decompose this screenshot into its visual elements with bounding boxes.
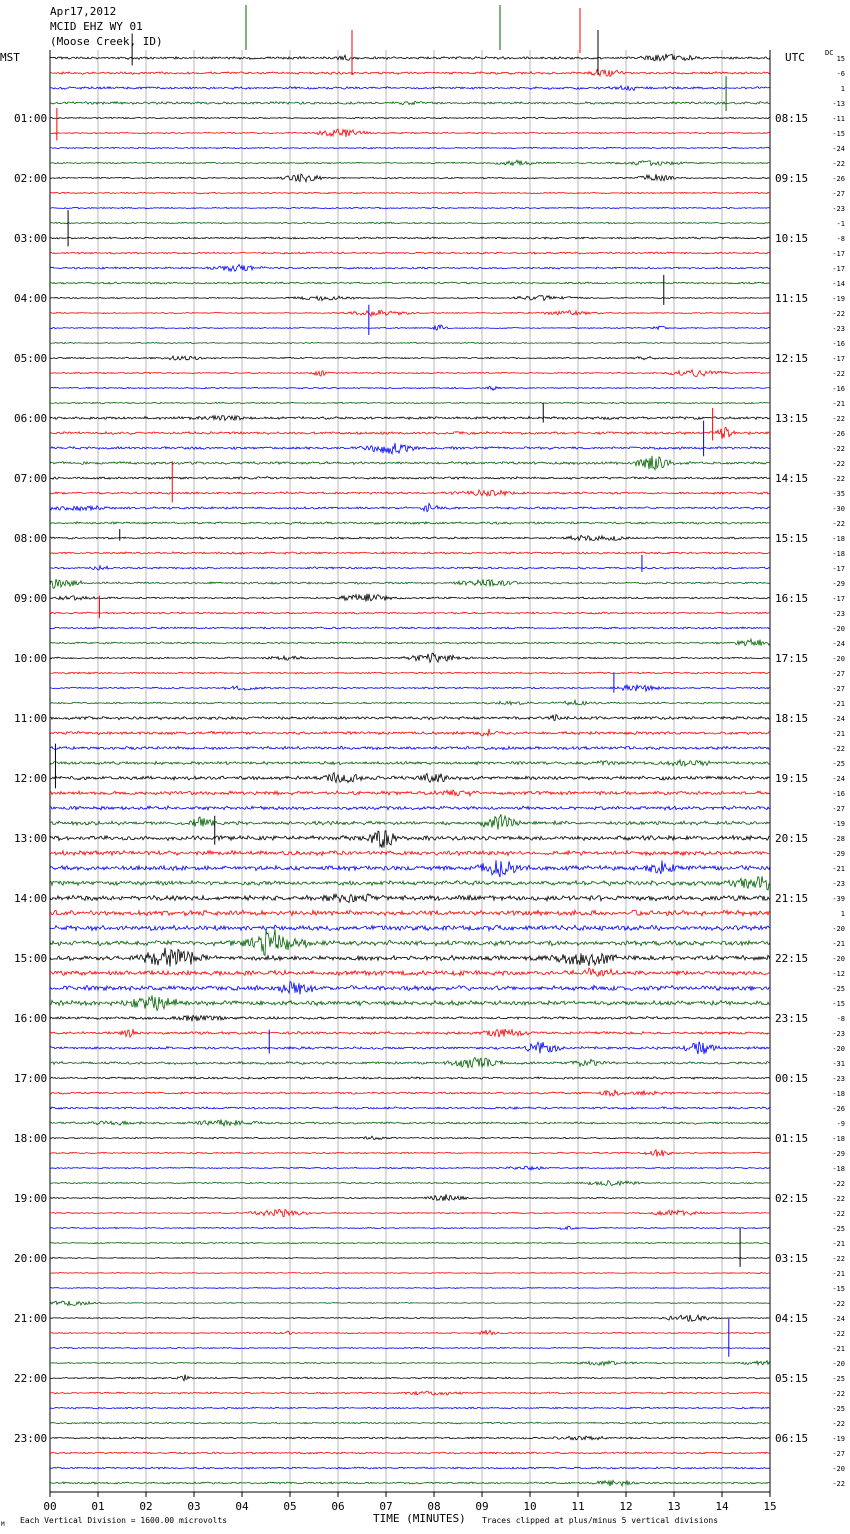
dc-offset-label: -14 (832, 280, 845, 288)
trace-row (50, 579, 770, 588)
trace-row (50, 174, 770, 182)
dc-offset-label: -17 (832, 355, 845, 363)
dc-offset-label: -26 (832, 175, 845, 183)
trace-row (50, 594, 770, 602)
trace-row (50, 207, 770, 209)
dc-offset-label: -22 (832, 1390, 845, 1398)
trace-row (50, 773, 770, 783)
dc-offset-label: -28 (832, 835, 845, 843)
right-hour-label: 23:15 (775, 1012, 809, 1025)
trace-row (50, 715, 770, 721)
right-hour-label: 22:15 (775, 952, 809, 965)
dc-offset-label: -19 (832, 820, 845, 828)
trace-row (50, 1347, 770, 1348)
dc-offset-label: -22 (832, 370, 845, 378)
trace-row (50, 790, 770, 796)
dc-offset-label: -22 (832, 160, 845, 168)
dc-offset-label: -23 (832, 205, 845, 213)
left-hour-label: 23:00 (14, 1432, 48, 1445)
dc-offset-label: -22 (832, 1420, 845, 1428)
left-hour-label: 11:00 (14, 712, 48, 725)
left-hour-label: 14:00 (14, 892, 48, 905)
trace-row (50, 831, 770, 848)
trace-row (50, 1436, 770, 1440)
right-hour-label: 04:15 (775, 1312, 809, 1325)
dc-offset-label: -21 (832, 400, 845, 408)
dc-offset-label: -27 (832, 805, 845, 813)
dc-offset-label: -27 (832, 1450, 845, 1458)
left-hour-label: 15:00 (14, 952, 48, 965)
trace-row (50, 1375, 770, 1381)
right-hour-label: 11:15 (775, 292, 809, 305)
trace-row (50, 386, 770, 390)
trace-row (50, 925, 770, 931)
left-hour-label: 16:00 (14, 1012, 48, 1025)
dc-offset-labels (832, 55, 845, 1488)
dc-offset-label: -16 (832, 385, 845, 393)
trace-row (50, 700, 770, 705)
dc-offset-label: -1 (836, 220, 845, 228)
dc-offset-label: -25 (832, 1375, 845, 1383)
dc-offset-label: -15 (832, 130, 845, 138)
left-hour-label: 22:00 (14, 1372, 48, 1385)
trace-row (50, 1257, 770, 1258)
trace-row (50, 237, 770, 239)
dc-offset-label: -21 (832, 1270, 845, 1278)
x-tick-label: 09 (475, 1500, 489, 1513)
trace-row (50, 522, 770, 525)
dc-offset-label: -35 (832, 490, 845, 498)
trace-row (50, 685, 770, 692)
trace-row (50, 1391, 770, 1395)
trace-row (50, 1330, 770, 1335)
dc-offset-label: -20 (832, 1045, 845, 1053)
trace-row (50, 1361, 770, 1366)
trace-row (50, 192, 770, 194)
dc-offset-label: -17 (832, 250, 845, 258)
right-hour-label: 16:15 (775, 592, 809, 605)
dc-offset-label: -9 (836, 1120, 845, 1128)
dc-offset-label: -16 (832, 790, 845, 798)
dc-label: DC (825, 49, 834, 57)
trace-row (50, 503, 770, 511)
dc-offset-label: -15 (832, 1285, 845, 1293)
dc-offset-label: -20 (832, 655, 845, 663)
trace-row (50, 850, 770, 855)
trace-row (50, 264, 770, 271)
dc-offset-label: -21 (832, 1240, 845, 1248)
left-hour-label: 07:00 (14, 472, 48, 485)
dc-offset-label: -25 (832, 760, 845, 768)
trace-row (50, 342, 770, 343)
dc-offset-label: -18 (832, 1135, 845, 1143)
left-hour-label: 03:00 (14, 232, 48, 245)
trace-row (50, 612, 770, 614)
trace-row (50, 929, 770, 955)
left-timezone-label: MST (0, 51, 20, 64)
trace-row (50, 101, 770, 104)
left-hour-label: 10:00 (14, 652, 48, 665)
dc-offset-label: -19 (832, 295, 845, 303)
dc-offset-label: -27 (832, 670, 845, 678)
trace-row (50, 70, 770, 77)
x-tick-label: 03 (187, 1500, 201, 1513)
trace-row (50, 54, 770, 61)
dc-offset-label: -13 (832, 100, 845, 108)
trace-row (50, 1042, 770, 1055)
left-hour-label: 08:00 (14, 532, 48, 545)
trace-row (50, 995, 770, 1010)
trace-row (50, 252, 770, 254)
dc-offset-label: -24 (832, 775, 845, 783)
dc-offset-label: -24 (832, 145, 845, 153)
left-hour-label: 06:00 (14, 412, 48, 425)
right-hour-label: 01:15 (775, 1132, 809, 1145)
left-hour-label: 12:00 (14, 772, 48, 785)
trace-row (50, 160, 770, 165)
trace-row (50, 968, 770, 976)
x-tick-label: 01 (91, 1500, 105, 1513)
dc-offset-label: -18 (832, 550, 845, 558)
right-hour-label: 13:15 (775, 412, 809, 425)
left-hour-label: 13:00 (14, 832, 48, 845)
left-hour-label: 04:00 (14, 292, 48, 305)
left-hour-label: 05:00 (14, 352, 48, 365)
left-hour-label: 17:00 (14, 1072, 48, 1085)
trace-row (50, 1150, 770, 1157)
dc-offset-label: -23 (832, 325, 845, 333)
x-tick-label: 00 (43, 1500, 57, 1513)
trace-row (50, 370, 770, 377)
x-tick-label: 11 (571, 1500, 585, 1513)
dc-offset-label: -20 (832, 1360, 845, 1368)
dc-offset-label: -26 (832, 430, 845, 438)
dc-offset-label: -19 (832, 1435, 845, 1443)
trace-row (50, 1166, 770, 1170)
trace-row (50, 282, 770, 284)
dc-offset-label: -22 (832, 1300, 845, 1308)
dc-offset-label: -22 (832, 1255, 845, 1263)
dc-offset-label: -17 (832, 265, 845, 273)
minute-grid (50, 50, 770, 1492)
dc-offset-label: -22 (832, 475, 845, 483)
left-hour-label: 02:00 (14, 172, 48, 185)
dc-offset-label: -20 (832, 955, 845, 963)
trace-row (50, 876, 770, 890)
right-timezone-label: UTC (785, 51, 805, 64)
trace-row (50, 1467, 770, 1469)
trace-row (50, 443, 770, 454)
dc-offset-label: -29 (832, 850, 845, 858)
dc-offset-label: -23 (832, 1075, 845, 1083)
trace-row (50, 1452, 770, 1454)
trace-row (50, 147, 770, 149)
dc-offset-label: -18 (832, 1165, 845, 1173)
dc-offset-label: -26 (832, 1105, 845, 1113)
trace-row (50, 535, 770, 540)
trace-row (50, 1029, 770, 1037)
dc-offset-label: -21 (832, 865, 845, 873)
dc-offset-label: -22 (832, 445, 845, 453)
x-tick-label: 14 (715, 1500, 729, 1513)
trace-row (50, 653, 770, 662)
trace-row (50, 1015, 770, 1021)
trace-row (50, 729, 770, 737)
trace-row (50, 310, 770, 316)
header-location: (Moose Creek, ID) (50, 35, 163, 48)
trace-row (50, 806, 770, 810)
right-hour-label: 15:15 (775, 532, 809, 545)
dc-offset-label: -6 (836, 70, 845, 78)
trace-row (50, 1058, 770, 1069)
trace-row (50, 982, 770, 995)
dc-offset-label: -20 (832, 625, 845, 633)
dc-offset-label: -29 (832, 580, 845, 588)
trace-row (50, 222, 770, 224)
dc-offset-label: -18 (832, 535, 845, 543)
trace-row (50, 1480, 770, 1486)
right-hour-labels (775, 112, 808, 1445)
dc-offset-label: -25 (832, 1225, 845, 1233)
x-tick-label: 13 (667, 1500, 681, 1513)
dc-offset-label: -22 (832, 1195, 845, 1203)
dc-offset-label: -20 (832, 1465, 845, 1473)
dc-offset-label: 1 (840, 85, 845, 93)
x-tick-label: 15 (763, 1500, 777, 1513)
dc-offset-label: -11 (832, 115, 845, 123)
trace-row (50, 402, 770, 404)
trace-row (50, 860, 770, 877)
dc-offset-label: -29 (832, 1150, 845, 1158)
trace-row (50, 566, 770, 570)
dc-offset-label: -22 (832, 415, 845, 423)
trace-row (50, 1077, 770, 1079)
right-hour-label: 21:15 (775, 892, 809, 905)
corner-mark: M (1, 1521, 5, 1528)
x-tick-label: 08 (427, 1500, 441, 1513)
trace-row (50, 129, 770, 137)
trace-row (50, 1226, 770, 1229)
right-hour-label: 18:15 (775, 712, 809, 725)
left-hour-label: 20:00 (14, 1252, 48, 1265)
trace-row (50, 1194, 770, 1201)
footer-scale-note: Each Vertical Division = 1600.00 microvolts (20, 1516, 228, 1525)
trace-row (50, 117, 770, 119)
dc-offset-label: -22 (832, 460, 845, 468)
dc-offset-label: -25 (832, 985, 845, 993)
trace-row (50, 552, 770, 554)
dc-offset-label: -24 (832, 1315, 845, 1323)
dc-offset-label: -22 (832, 1210, 845, 1218)
trace-row (50, 639, 770, 646)
dc-offset-label: -17 (832, 565, 845, 573)
dc-offset-label: -15 (832, 1000, 845, 1008)
left-hour-label: 01:00 (14, 112, 48, 125)
right-hour-label: 14:15 (775, 472, 809, 485)
dc-offset-label: -22 (832, 310, 845, 318)
x-axis-ticks (43, 1492, 776, 1513)
dc-offset-label: -21 (832, 700, 845, 708)
left-hour-labels (14, 112, 47, 1445)
trace-row (50, 427, 770, 439)
trace-row (50, 1181, 770, 1186)
right-hour-label: 17:15 (775, 652, 809, 665)
dc-offset-label: -22 (832, 520, 845, 528)
trace-row (50, 1422, 770, 1424)
trace-row (50, 1315, 770, 1321)
dc-offset-label: -20 (832, 925, 845, 933)
dc-offset-label: -8 (836, 235, 845, 243)
trace-row (50, 894, 770, 903)
right-hour-label: 09:15 (775, 172, 809, 185)
trace-row (50, 1136, 770, 1139)
trace-row (50, 356, 770, 360)
header-date: Apr17,2012 (50, 5, 117, 18)
dc-offset-label: -16 (832, 340, 845, 348)
trace-row (50, 1242, 770, 1243)
left-hour-label: 21:00 (14, 1312, 48, 1325)
trace-row (50, 1272, 770, 1273)
footer-clip-note: Traces clipped at plus/minus 5 vertical divisions (482, 1516, 719, 1525)
dc-offset-label: -21 (832, 1345, 845, 1353)
trace-row (50, 760, 770, 766)
trace-row (50, 416, 770, 421)
x-tick-label: 10 (523, 1500, 537, 1513)
left-hour-label: 09:00 (14, 592, 48, 605)
trace-row (50, 295, 770, 300)
x-tick-label: 02 (139, 1500, 153, 1513)
right-hour-label: 05:15 (775, 1372, 809, 1385)
trace-row (50, 477, 770, 480)
trace-row (50, 1301, 770, 1306)
dc-offset-label: -18 (832, 1090, 845, 1098)
dc-offset-label: -24 (832, 640, 845, 648)
right-hour-label: 10:15 (775, 232, 809, 245)
dc-offset-label: -22 (832, 1480, 845, 1488)
trace-row (50, 1287, 770, 1288)
dc-offset-label: -21 (832, 730, 845, 738)
trace-row (50, 627, 770, 629)
right-hour-label: 20:15 (775, 832, 809, 845)
dc-offset-label: -17 (832, 595, 845, 603)
trace-row (50, 1407, 770, 1409)
dc-offset-label: -31 (832, 1060, 845, 1068)
x-tick-label: 12 (619, 1500, 633, 1513)
dc-offset-label: -22 (832, 745, 845, 753)
dc-offset-label: -8 (836, 1015, 845, 1023)
dc-offset-label: -25 (832, 1405, 845, 1413)
dc-offset-label: -23 (832, 1030, 845, 1038)
dc-offset-label: -23 (832, 880, 845, 888)
trace-row (50, 814, 770, 829)
seismic-traces (50, 5, 770, 1486)
dc-offset-label: -23 (832, 610, 845, 618)
dc-offset-label: 15 (836, 55, 845, 63)
trace-row (50, 948, 770, 967)
trace-row (50, 1107, 770, 1109)
dc-offset-label: -22 (832, 1330, 845, 1338)
trace-row (50, 1090, 770, 1096)
right-hour-label: 08:15 (775, 112, 809, 125)
trace-row (50, 746, 770, 749)
left-hour-label: 18:00 (14, 1132, 48, 1145)
x-axis-title: TIME (MINUTES) (373, 1512, 466, 1525)
trace-row (50, 86, 770, 91)
x-tick-label: 07 (379, 1500, 393, 1513)
trace-row (50, 910, 770, 916)
right-hour-label: 06:15 (775, 1432, 809, 1445)
x-tick-label: 05 (283, 1500, 297, 1513)
trace-row (50, 672, 770, 674)
x-tick-label: 04 (235, 1500, 249, 1513)
right-hour-label: 00:15 (775, 1072, 809, 1085)
dc-offset-label: -21 (832, 940, 845, 948)
right-hour-label: 19:15 (775, 772, 809, 785)
dc-offset-label: -27 (832, 685, 845, 693)
right-hour-label: 12:15 (775, 352, 809, 365)
trace-row (50, 325, 770, 330)
header-station: MCID EHZ WY 01 (50, 20, 143, 33)
trace-row (50, 456, 770, 470)
dc-offset-label: -24 (832, 715, 845, 723)
trace-row (50, 1120, 770, 1126)
left-hour-label: 19:00 (14, 1192, 48, 1205)
dc-offset-label: 1 (840, 910, 845, 918)
dc-offset-label: -27 (832, 190, 845, 198)
trace-row (50, 490, 770, 496)
dc-offset-label: -22 (832, 1180, 845, 1188)
trace-row (50, 1209, 770, 1216)
dc-offset-label: -12 (832, 970, 845, 978)
dc-offset-label: -39 (832, 895, 845, 903)
dc-offset-label: -30 (832, 505, 845, 513)
right-hour-label: 02:15 (775, 1192, 809, 1205)
right-hour-label: 03:15 (775, 1252, 809, 1265)
x-tick-label: 06 (331, 1500, 345, 1513)
